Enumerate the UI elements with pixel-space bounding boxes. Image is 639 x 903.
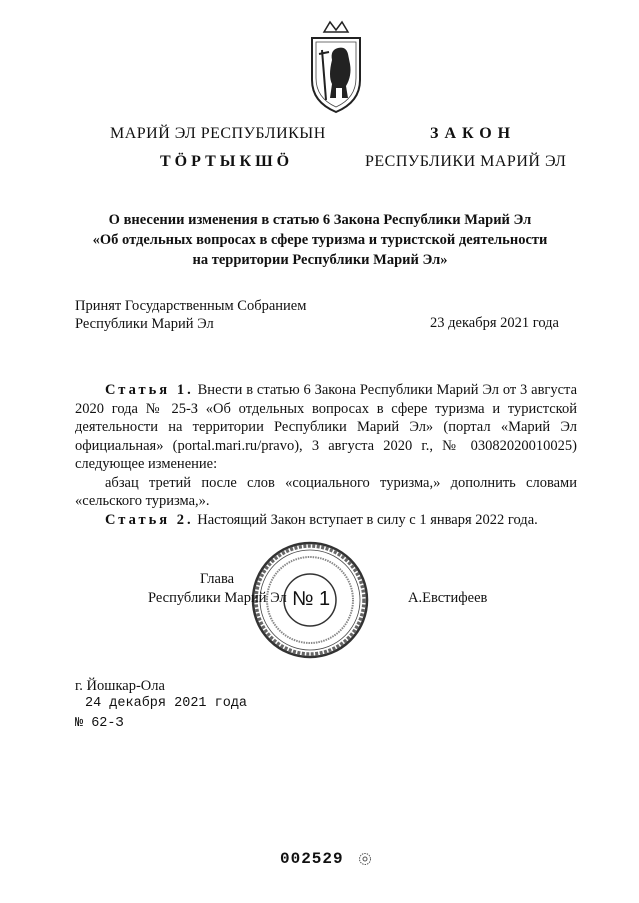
law-number: № 62-З <box>75 716 124 731</box>
coat-of-arms-emblem <box>302 20 370 115</box>
adoption-block <box>75 297 306 333</box>
article-1-text: Внести в статью 6 Закона Республики Марий Эл от 3 августа 2020 года № 25-З «Об отдельных вопросах в сфере туризма и туристской деятельности на территории Республики Марий Эл» (портал «Марий Эл официальная» (portal.mari.ru/pravo), 3 августа 2020 г., № 03082020010025) следующее изменение: <box>75 382 578 472</box>
header-left-line2: ТӦРТЫКШӦ <box>160 153 294 170</box>
header-right-line1: ЗАКОН <box>430 125 517 142</box>
city: г. Йошкар-Ола <box>75 678 165 694</box>
header-right-line2: РЕСПУБЛИКИ МАРИЙ ЭЛ <box>365 153 567 170</box>
article-1 <box>75 381 577 474</box>
signatory-name: А.Евстифеев <box>408 590 488 606</box>
adoption-line2: Республики Марий Эл <box>75 316 214 332</box>
serial-number: 002529 <box>280 850 344 868</box>
rosette-icon <box>358 852 372 866</box>
signatory-title-1: Глава <box>200 571 235 587</box>
adoption-date: 23 декабря 2021 года <box>430 315 559 331</box>
seal-number: № 1 <box>292 588 331 610</box>
article-2-label: Статья 2. <box>105 511 194 528</box>
article-2-text: Настоящий Закон вступает в силу с 1 января 2022 года. <box>197 511 538 528</box>
title-line2: «Об отдельных вопросах в сфере туризма и туристской деятельности <box>92 232 548 248</box>
document-title <box>60 210 580 270</box>
article-1-paragraph: абзац третий после слов «социального туризма,» дополнить словами «сельского туризма,». <box>75 474 577 509</box>
article-2 <box>75 511 577 530</box>
header-left-line1: МАРИЙ ЭЛ РЕСПУБЛИКЫН <box>110 125 326 142</box>
signatory-title-2: Республики Марий Эл <box>148 590 287 606</box>
title-line1: О внесении изменения в статью 6 Закона Республики Марий Эл <box>108 212 532 228</box>
title-line3: на территории Республики Марий Эл» <box>192 252 448 268</box>
document-body <box>75 381 577 529</box>
adoption-line1: Принят Государственным Собранием <box>75 298 307 314</box>
law-date: 24 декабря 2021 года <box>85 696 248 711</box>
article-1-label: Статья 1. <box>105 382 194 398</box>
